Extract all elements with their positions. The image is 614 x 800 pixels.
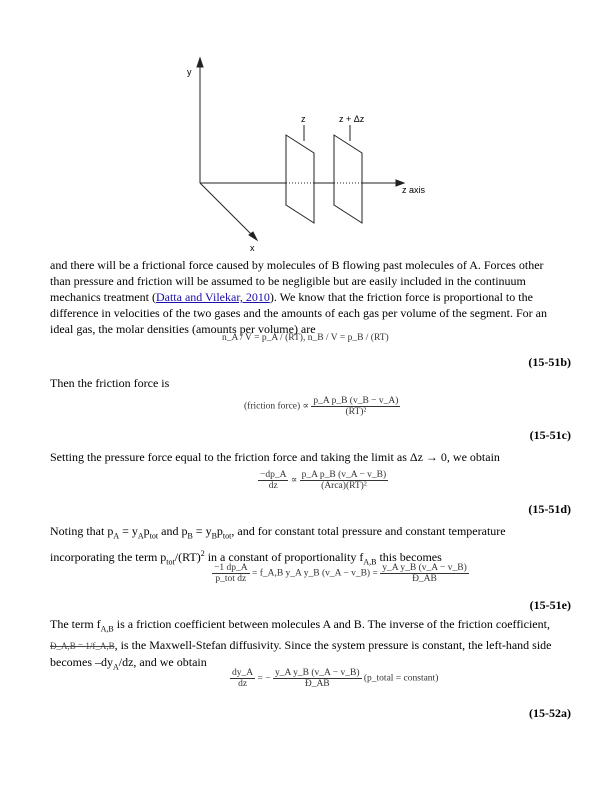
eq4-lhs-fraction — [212, 563, 250, 584]
para1-text-a: and there will be a frictional force caused by molecules of B flowing past molecules of A. Forces other than pressure and friction will be assumed to be negligible but are easily included in the continuum mechanics treatment ( — [50, 258, 544, 304]
y-axis-label: y — [187, 67, 192, 77]
eq5-lhs-denominator: dz — [238, 679, 248, 689]
eq5-rhs-fraction — [273, 668, 362, 689]
equation-15-51d — [258, 470, 388, 491]
equation-number-15-51d: (15-51d) — [528, 502, 571, 516]
x-axis — [200, 183, 254, 237]
eq4-denominator: Đ_AB — [412, 574, 437, 584]
maxwell-stefan-symbol: Đ_A,B = 1/f_A,B — [50, 641, 115, 652]
eq3-denominator: (Arca)(RT)² — [321, 481, 367, 491]
eq2-denominator: (RT)² — [345, 407, 367, 417]
eq4-rhs-fraction — [380, 563, 469, 584]
plane2-label: z + Δz — [339, 114, 365, 124]
para1-text-b: ). We know that the friction force is proportional to the difference in velocities of the two gases and the amounts of each gas per volume of the segment. For an ideal gas, the molar densities (amounts per volume) are — [50, 290, 547, 336]
paragraph-1 — [50, 257, 565, 337]
equation-number-15-52a: (15-52a) — [529, 706, 571, 720]
eq4-lhs-numerator: −1 dp_A — [214, 563, 248, 573]
plane-z-dz — [334, 135, 362, 223]
equation-number-15-51c: (15-51c) — [529, 428, 571, 442]
paragraph-2: Then the friction force is — [50, 376, 170, 390]
z-axis-label: z axis — [402, 185, 426, 195]
paragraph-4: Noting that $p_A = y_Ap_{tot}$ and $p_B = y_Bp_{tot}$, and for constant total pressure and constant temperature incorporating the term $p_{tot}/(RT)^2$ in a constant of proportionality $f_{A,B}$ this becomes — [50, 524, 506, 567]
eq4-lhs-denominator: p_tot dz — [215, 574, 247, 584]
equation-15-52a — [230, 668, 438, 689]
eq4-middle: = f_A,B y_A y_B (v_A − v_B) = — [251, 568, 378, 579]
citation-link[interactable]: Datta and Vilekar, 2010 — [155, 290, 270, 304]
equation-number-15-51b: (15-51b) — [528, 355, 571, 369]
eq5-lhs-fraction — [230, 668, 255, 689]
eq5-lhs-numerator: dy_A — [232, 668, 254, 678]
eq3-lhs-denominator: dz — [268, 481, 278, 491]
eq5-middle: = − — [257, 673, 271, 684]
eq3-relation: ∝ — [290, 475, 298, 486]
eq3-rhs-fraction — [300, 470, 389, 491]
plane-z — [286, 135, 314, 223]
eq2-lhs: (friction force) ∝ — [244, 401, 309, 412]
y-axis-arrow — [197, 58, 203, 67]
plane1-label: z — [301, 114, 306, 124]
equation-15-51c — [244, 396, 400, 417]
eq2-fraction — [311, 396, 400, 417]
eq5-numerator: y_A y_B (v_A − v_B) — [274, 668, 360, 678]
eq5-denominator: Đ_AB — [304, 679, 330, 689]
x-axis-label: x — [250, 243, 255, 253]
equation-15-51b: n_A / V = p_A / (RT), n_B / V = p_B / (RT) — [222, 333, 389, 343]
eq3-lhs-numerator: −dp_A — [260, 470, 287, 480]
paragraph-3: Setting the pressure force equal to the friction force and taking the limit as Δz → 0, we obtain — [50, 450, 500, 464]
eq5-condition: (p_total = constant) — [363, 673, 439, 684]
paragraph-5: The term $f_{A,B}$ is a friction coefficient between molecules A and B. The inverse of the friction coefficient, Đ_A,B = 1/f_A,B, is the Maxwell-Stefan diffusivity. Since the system pressure is constant, the left-hand side becomes $-dy_A/dz$, and we obtain — [50, 617, 552, 672]
segment-diagram — [170, 55, 440, 255]
eq4-numerator: y_A y_B (v_A − v_B) — [382, 563, 467, 573]
equation-15-51e — [212, 563, 469, 584]
equation-number-15-51e: (15-51e) — [529, 598, 571, 612]
eq3-lhs-fraction — [258, 470, 288, 491]
eq3-numerator: p_A p_B (v_A − v_B) — [301, 470, 387, 480]
eq2-numerator: p_A p_B (v_B − v_A) — [313, 396, 399, 406]
